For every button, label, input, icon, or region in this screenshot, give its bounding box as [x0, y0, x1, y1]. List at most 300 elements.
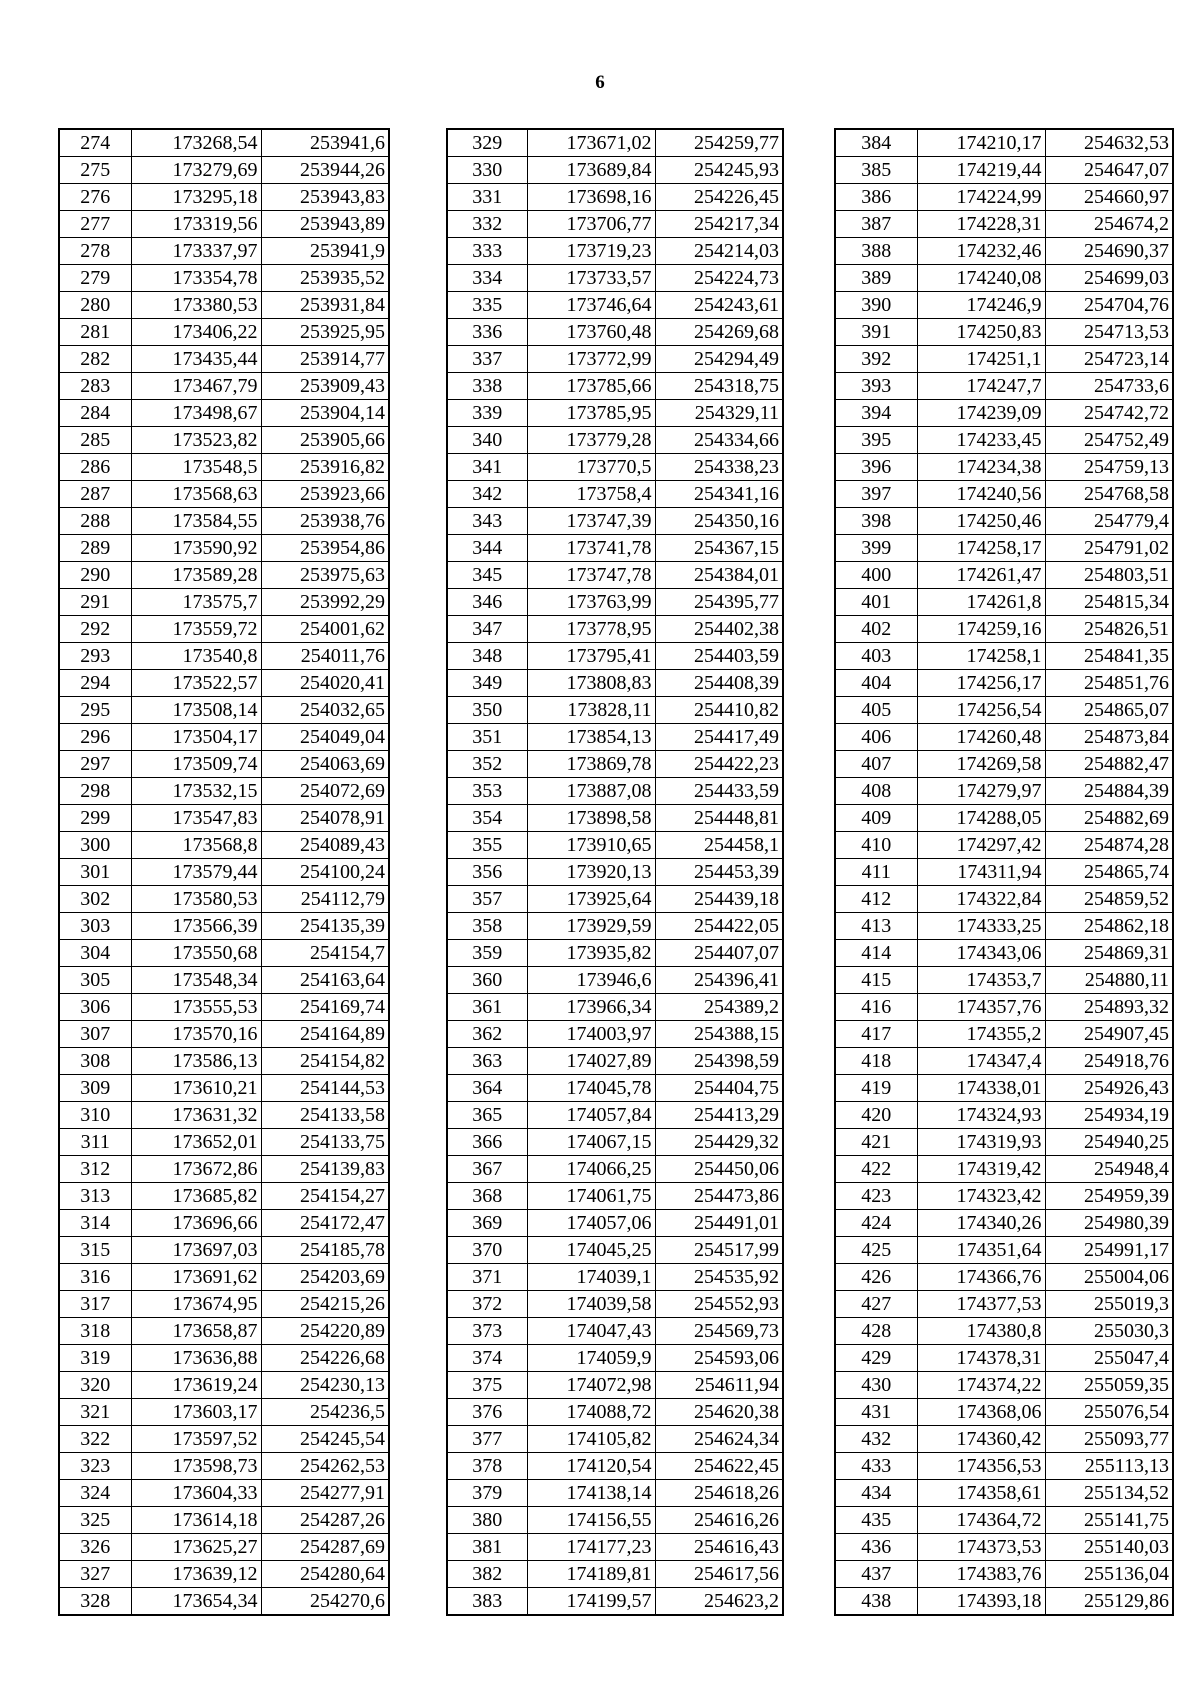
- x-coordinate-cell: 174156,55: [527, 1507, 655, 1534]
- y-coordinate-cell: 254674,2: [1045, 211, 1173, 238]
- x-coordinate-cell: 174047,43: [527, 1318, 655, 1345]
- table-row: [835, 1345, 1173, 1372]
- y-coordinate-cell: 255076,54: [1045, 1399, 1173, 1426]
- table-row: [59, 994, 389, 1021]
- x-coordinate-cell: 173610,21: [131, 1075, 261, 1102]
- y-coordinate-cell: 254112,79: [261, 886, 389, 913]
- table-row: [447, 751, 783, 778]
- y-coordinate-cell: 253909,43: [261, 373, 389, 400]
- y-coordinate-cell: 255141,75: [1045, 1507, 1173, 1534]
- table-row: [835, 751, 1173, 778]
- table-row: [59, 859, 389, 886]
- table-row: [447, 967, 783, 994]
- x-coordinate-cell: 174027,89: [527, 1048, 655, 1075]
- y-coordinate-cell: 255004,06: [1045, 1264, 1173, 1291]
- x-coordinate-cell: 173580,53: [131, 886, 261, 913]
- x-coordinate-cell: 173733,57: [527, 265, 655, 292]
- point-number-cell: 297: [59, 751, 131, 778]
- y-coordinate-cell: 254422,23: [655, 751, 783, 778]
- y-coordinate-cell: 254869,31: [1045, 940, 1173, 967]
- point-number-cell: 424: [835, 1210, 917, 1237]
- point-number-cell: 335: [447, 292, 527, 319]
- y-coordinate-cell: 255047,4: [1045, 1345, 1173, 1372]
- y-coordinate-cell: 254001,62: [261, 616, 389, 643]
- table-row: [835, 1372, 1173, 1399]
- y-coordinate-cell: 255136,04: [1045, 1561, 1173, 1588]
- x-coordinate-cell: 174377,53: [917, 1291, 1045, 1318]
- y-coordinate-cell: 254154,7: [261, 940, 389, 967]
- y-coordinate-cell: 254407,07: [655, 940, 783, 967]
- table-row: [447, 1102, 783, 1129]
- x-coordinate-cell: 173785,66: [527, 373, 655, 400]
- table-row: [447, 1345, 783, 1372]
- table-row: [59, 1237, 389, 1264]
- point-number-cell: 326: [59, 1534, 131, 1561]
- y-coordinate-cell: 254918,76: [1045, 1048, 1173, 1075]
- table-row: [835, 454, 1173, 481]
- point-number-cell: 343: [447, 508, 527, 535]
- y-coordinate-cell: 254395,77: [655, 589, 783, 616]
- table-body: [447, 129, 783, 1615]
- point-number-cell: 302: [59, 886, 131, 913]
- point-number-cell: 327: [59, 1561, 131, 1588]
- x-coordinate-cell: 174343,06: [917, 940, 1045, 967]
- point-number-cell: 406: [835, 724, 917, 751]
- y-coordinate-cell: 254815,34: [1045, 589, 1173, 616]
- y-coordinate-cell: 254245,54: [261, 1426, 389, 1453]
- table-row: [59, 184, 389, 211]
- x-coordinate-cell: 173604,33: [131, 1480, 261, 1507]
- table-row: [447, 805, 783, 832]
- x-coordinate-cell: 173547,83: [131, 805, 261, 832]
- x-coordinate-cell: 174224,99: [917, 184, 1045, 211]
- x-coordinate-cell: 174228,31: [917, 211, 1045, 238]
- x-coordinate-cell: 174380,8: [917, 1318, 1045, 1345]
- x-coordinate-cell: 174356,53: [917, 1453, 1045, 1480]
- y-coordinate-cell: 253941,9: [261, 238, 389, 265]
- point-number-cell: 318: [59, 1318, 131, 1345]
- x-coordinate-cell: 174338,01: [917, 1075, 1045, 1102]
- y-coordinate-cell: 253943,83: [261, 184, 389, 211]
- x-coordinate-cell: 173590,92: [131, 535, 261, 562]
- x-coordinate-cell: 174251,1: [917, 346, 1045, 373]
- point-number-cell: 415: [835, 967, 917, 994]
- x-coordinate-cell: 174240,08: [917, 265, 1045, 292]
- y-coordinate-cell: 254277,91: [261, 1480, 389, 1507]
- point-number-cell: 301: [59, 859, 131, 886]
- table-row: [835, 427, 1173, 454]
- point-number-cell: 408: [835, 778, 917, 805]
- y-coordinate-cell: 254699,03: [1045, 265, 1173, 292]
- y-coordinate-cell: 253944,26: [261, 157, 389, 184]
- point-number-cell: 437: [835, 1561, 917, 1588]
- table-row: [59, 1534, 389, 1561]
- point-number-cell: 413: [835, 913, 917, 940]
- table-row: [835, 1237, 1173, 1264]
- x-coordinate-cell: 173795,41: [527, 643, 655, 670]
- table-row: [447, 1048, 783, 1075]
- x-coordinate-cell: 173772,99: [527, 346, 655, 373]
- point-number-cell: 401: [835, 589, 917, 616]
- table-row: [59, 562, 389, 589]
- x-coordinate-cell: 174240,56: [917, 481, 1045, 508]
- x-coordinate-cell: 173946,6: [527, 967, 655, 994]
- point-number-cell: 384: [835, 129, 917, 157]
- x-coordinate-cell: 173925,64: [527, 886, 655, 913]
- y-coordinate-cell: 254742,72: [1045, 400, 1173, 427]
- y-coordinate-cell: 254618,26: [655, 1480, 783, 1507]
- x-coordinate-cell: 174288,05: [917, 805, 1045, 832]
- table-row: [835, 1156, 1173, 1183]
- point-number-cell: 275: [59, 157, 131, 184]
- y-coordinate-cell: 255019,3: [1045, 1291, 1173, 1318]
- table-row: [59, 157, 389, 184]
- y-coordinate-cell: 254215,26: [261, 1291, 389, 1318]
- table-row: [835, 1210, 1173, 1237]
- y-coordinate-cell: 253935,52: [261, 265, 389, 292]
- point-number-cell: 379: [447, 1480, 527, 1507]
- y-coordinate-cell: 254185,78: [261, 1237, 389, 1264]
- y-coordinate-cell: 254865,07: [1045, 697, 1173, 724]
- table-row: [59, 1372, 389, 1399]
- point-number-cell: 355: [447, 832, 527, 859]
- table-row: [835, 724, 1173, 751]
- point-number-cell: 361: [447, 994, 527, 1021]
- y-coordinate-cell: 254624,34: [655, 1426, 783, 1453]
- y-coordinate-cell: 254882,69: [1045, 805, 1173, 832]
- y-coordinate-cell: 254473,86: [655, 1183, 783, 1210]
- table-row: [59, 1048, 389, 1075]
- point-number-cell: 295: [59, 697, 131, 724]
- table-row: [447, 373, 783, 400]
- point-number-cell: 314: [59, 1210, 131, 1237]
- y-coordinate-cell: 254450,06: [655, 1156, 783, 1183]
- table-row: [835, 400, 1173, 427]
- y-coordinate-cell: 254287,26: [261, 1507, 389, 1534]
- y-coordinate-cell: 254940,25: [1045, 1129, 1173, 1156]
- point-number-cell: 323: [59, 1453, 131, 1480]
- x-coordinate-cell: 174258,1: [917, 643, 1045, 670]
- table-row: [835, 1048, 1173, 1075]
- y-coordinate-cell: 254135,39: [261, 913, 389, 940]
- table-row: [835, 616, 1173, 643]
- x-coordinate-cell: 173778,95: [527, 616, 655, 643]
- y-coordinate-cell: 254259,77: [655, 129, 783, 157]
- y-coordinate-cell: 254413,29: [655, 1102, 783, 1129]
- y-coordinate-cell: 254779,4: [1045, 508, 1173, 535]
- x-coordinate-cell: 174057,06: [527, 1210, 655, 1237]
- x-coordinate-cell: 173685,82: [131, 1183, 261, 1210]
- table-row: [447, 129, 783, 157]
- point-number-cell: 298: [59, 778, 131, 805]
- point-number-cell: 329: [447, 129, 527, 157]
- x-coordinate-cell: 174088,72: [527, 1399, 655, 1426]
- x-coordinate-cell: 174368,06: [917, 1399, 1045, 1426]
- x-coordinate-cell: 173920,13: [527, 859, 655, 886]
- y-coordinate-cell: 254338,23: [655, 454, 783, 481]
- x-coordinate-cell: 173671,02: [527, 129, 655, 157]
- y-coordinate-cell: 254865,74: [1045, 859, 1173, 886]
- table-row: [447, 265, 783, 292]
- table-row: [835, 1318, 1173, 1345]
- x-coordinate-cell: 174258,17: [917, 535, 1045, 562]
- point-number-cell: 352: [447, 751, 527, 778]
- y-coordinate-cell: 254163,64: [261, 967, 389, 994]
- x-coordinate-cell: 173966,34: [527, 994, 655, 1021]
- x-coordinate-cell: 173770,5: [527, 454, 655, 481]
- x-coordinate-cell: 173741,78: [527, 535, 655, 562]
- x-coordinate-cell: 173910,65: [527, 832, 655, 859]
- x-coordinate-cell: 173540,8: [131, 643, 261, 670]
- table-row: [447, 1237, 783, 1264]
- x-coordinate-cell: 173619,24: [131, 1372, 261, 1399]
- y-coordinate-cell: 254089,43: [261, 832, 389, 859]
- table-row: [447, 697, 783, 724]
- table-row: [835, 1075, 1173, 1102]
- point-number-cell: 389: [835, 265, 917, 292]
- table-row: [835, 832, 1173, 859]
- table-row: [59, 1453, 389, 1480]
- y-coordinate-cell: 253931,84: [261, 292, 389, 319]
- x-coordinate-cell: 174269,58: [917, 751, 1045, 778]
- point-number-cell: 351: [447, 724, 527, 751]
- x-coordinate-cell: 173597,52: [131, 1426, 261, 1453]
- x-coordinate-cell: 173319,56: [131, 211, 261, 238]
- table-row: [447, 1183, 783, 1210]
- point-number-cell: 394: [835, 400, 917, 427]
- x-coordinate-cell: 174105,82: [527, 1426, 655, 1453]
- table-row: [447, 535, 783, 562]
- y-coordinate-cell: 254880,11: [1045, 967, 1173, 994]
- y-coordinate-cell: 254169,74: [261, 994, 389, 1021]
- table-row: [59, 400, 389, 427]
- table-row: [59, 1129, 389, 1156]
- y-coordinate-cell: 254280,64: [261, 1561, 389, 1588]
- point-number-cell: 313: [59, 1183, 131, 1210]
- point-number-cell: 412: [835, 886, 917, 913]
- x-coordinate-cell: 173614,18: [131, 1507, 261, 1534]
- table-row: [835, 913, 1173, 940]
- table-row: [59, 967, 389, 994]
- x-coordinate-cell: 173598,73: [131, 1453, 261, 1480]
- table-row: [59, 292, 389, 319]
- y-coordinate-cell: 254948,4: [1045, 1156, 1173, 1183]
- table-row: [835, 129, 1173, 157]
- table-row: [835, 670, 1173, 697]
- point-number-cell: 308: [59, 1048, 131, 1075]
- y-coordinate-cell: 254063,69: [261, 751, 389, 778]
- x-coordinate-cell: 173785,95: [527, 400, 655, 427]
- y-coordinate-cell: 254329,11: [655, 400, 783, 427]
- point-number-cell: 403: [835, 643, 917, 670]
- y-coordinate-cell: 254713,53: [1045, 319, 1173, 346]
- x-coordinate-cell: 173763,99: [527, 589, 655, 616]
- x-coordinate-cell: 174353,7: [917, 967, 1045, 994]
- x-coordinate-cell: 174066,25: [527, 1156, 655, 1183]
- y-coordinate-cell: 254269,68: [655, 319, 783, 346]
- x-coordinate-cell: 174366,76: [917, 1264, 1045, 1291]
- point-number-cell: 289: [59, 535, 131, 562]
- x-coordinate-cell: 174358,61: [917, 1480, 1045, 1507]
- point-number-cell: 400: [835, 562, 917, 589]
- x-coordinate-cell: 174003,97: [527, 1021, 655, 1048]
- point-number-cell: 399: [835, 535, 917, 562]
- y-coordinate-cell: 254214,03: [655, 238, 783, 265]
- table-row: [835, 184, 1173, 211]
- table-row: [835, 1021, 1173, 1048]
- table-row: [59, 589, 389, 616]
- table-row: [447, 940, 783, 967]
- table-row: [835, 940, 1173, 967]
- y-coordinate-cell: 254417,49: [655, 724, 783, 751]
- x-coordinate-cell: 174261,8: [917, 589, 1045, 616]
- point-number-cell: 367: [447, 1156, 527, 1183]
- table-row: [59, 805, 389, 832]
- point-number-cell: 311: [59, 1129, 131, 1156]
- x-coordinate-cell: 174333,25: [917, 913, 1045, 940]
- point-number-cell: 276: [59, 184, 131, 211]
- point-number-cell: 279: [59, 265, 131, 292]
- table-row: [447, 1534, 783, 1561]
- x-coordinate-cell: 173584,55: [131, 508, 261, 535]
- point-number-cell: 380: [447, 1507, 527, 1534]
- point-number-cell: 320: [59, 1372, 131, 1399]
- table-row: [59, 238, 389, 265]
- y-coordinate-cell: 254154,27: [261, 1183, 389, 1210]
- point-number-cell: 282: [59, 346, 131, 373]
- x-coordinate-cell: 174067,15: [527, 1129, 655, 1156]
- x-coordinate-cell: 173295,18: [131, 184, 261, 211]
- point-number-cell: 347: [447, 616, 527, 643]
- point-number-cell: 283: [59, 373, 131, 400]
- y-coordinate-cell: 254873,84: [1045, 724, 1173, 751]
- x-coordinate-cell: 174072,98: [527, 1372, 655, 1399]
- x-coordinate-cell: 174311,94: [917, 859, 1045, 886]
- x-coordinate-cell: 173435,44: [131, 346, 261, 373]
- x-coordinate-cell: 174319,93: [917, 1129, 1045, 1156]
- point-number-cell: 368: [447, 1183, 527, 1210]
- table-row: [59, 1399, 389, 1426]
- point-number-cell: 438: [835, 1588, 917, 1616]
- y-coordinate-cell: 254453,39: [655, 859, 783, 886]
- table-row: [59, 1588, 389, 1616]
- y-coordinate-cell: 254980,39: [1045, 1210, 1173, 1237]
- x-coordinate-cell: 173674,95: [131, 1291, 261, 1318]
- table-row: [447, 1453, 783, 1480]
- point-number-cell: 375: [447, 1372, 527, 1399]
- y-coordinate-cell: 254072,69: [261, 778, 389, 805]
- x-coordinate-cell: 174232,46: [917, 238, 1045, 265]
- x-coordinate-cell: 173691,62: [131, 1264, 261, 1291]
- table-row: [447, 319, 783, 346]
- x-coordinate-cell: 174378,31: [917, 1345, 1045, 1372]
- point-number-cell: 385: [835, 157, 917, 184]
- y-coordinate-cell: 254318,75: [655, 373, 783, 400]
- y-coordinate-cell: 254623,2: [655, 1588, 783, 1616]
- x-coordinate-cell: 173522,57: [131, 670, 261, 697]
- table-row: [59, 535, 389, 562]
- table-row: [59, 1075, 389, 1102]
- table-row: [835, 1588, 1173, 1616]
- point-number-cell: 371: [447, 1264, 527, 1291]
- x-coordinate-cell: 173746,64: [527, 292, 655, 319]
- point-number-cell: 411: [835, 859, 917, 886]
- y-coordinate-cell: 253954,86: [261, 535, 389, 562]
- table-row: [447, 481, 783, 508]
- y-coordinate-cell: 254154,82: [261, 1048, 389, 1075]
- table-row: [447, 832, 783, 859]
- x-coordinate-cell: 173697,03: [131, 1237, 261, 1264]
- x-coordinate-cell: 173498,67: [131, 400, 261, 427]
- x-coordinate-cell: 174039,1: [527, 1264, 655, 1291]
- y-coordinate-cell: 254791,02: [1045, 535, 1173, 562]
- table-row: [835, 481, 1173, 508]
- point-number-cell: 420: [835, 1102, 917, 1129]
- point-number-cell: 305: [59, 967, 131, 994]
- y-coordinate-cell: 254759,13: [1045, 454, 1173, 481]
- table-row: [835, 265, 1173, 292]
- y-coordinate-cell: 253975,63: [261, 562, 389, 589]
- table-row: [59, 1210, 389, 1237]
- point-number-cell: 325: [59, 1507, 131, 1534]
- y-coordinate-cell: 254616,43: [655, 1534, 783, 1561]
- table-row: [59, 1183, 389, 1210]
- y-coordinate-cell: 253923,66: [261, 481, 389, 508]
- y-coordinate-cell: 254402,38: [655, 616, 783, 643]
- x-coordinate-cell: 173631,32: [131, 1102, 261, 1129]
- table-row: [835, 292, 1173, 319]
- y-coordinate-cell: 254660,97: [1045, 184, 1173, 211]
- point-number-cell: 348: [447, 643, 527, 670]
- table-row: [835, 994, 1173, 1021]
- point-number-cell: 293: [59, 643, 131, 670]
- y-coordinate-cell: 254448,81: [655, 805, 783, 832]
- point-number-cell: 287: [59, 481, 131, 508]
- point-number-cell: 405: [835, 697, 917, 724]
- table-row: [835, 1426, 1173, 1453]
- x-coordinate-cell: 173935,82: [527, 940, 655, 967]
- point-number-cell: 315: [59, 1237, 131, 1264]
- point-number-cell: 286: [59, 454, 131, 481]
- y-coordinate-cell: 255140,03: [1045, 1534, 1173, 1561]
- table-row: [447, 184, 783, 211]
- x-coordinate-cell: 173603,17: [131, 1399, 261, 1426]
- y-coordinate-cell: 254410,82: [655, 697, 783, 724]
- y-coordinate-cell: 253905,66: [261, 427, 389, 454]
- table-row: [835, 589, 1173, 616]
- table-row: [447, 1507, 783, 1534]
- x-coordinate-cell: 174279,97: [917, 778, 1045, 805]
- x-coordinate-cell: 173504,17: [131, 724, 261, 751]
- x-coordinate-cell: 173869,78: [527, 751, 655, 778]
- table-row: [835, 373, 1173, 400]
- table-row: [59, 751, 389, 778]
- table-row: [59, 319, 389, 346]
- y-coordinate-cell: 254552,93: [655, 1291, 783, 1318]
- point-number-cell: 396: [835, 454, 917, 481]
- point-number-cell: 310: [59, 1102, 131, 1129]
- point-number-cell: 426: [835, 1264, 917, 1291]
- x-coordinate-cell: 174393,18: [917, 1588, 1045, 1616]
- table-row: [447, 1480, 783, 1507]
- point-number-cell: 299: [59, 805, 131, 832]
- y-coordinate-cell: 254217,34: [655, 211, 783, 238]
- point-number-cell: 312: [59, 1156, 131, 1183]
- x-coordinate-cell: 173380,53: [131, 292, 261, 319]
- point-number-cell: 370: [447, 1237, 527, 1264]
- table-row: [447, 1588, 783, 1616]
- table-row: [447, 1021, 783, 1048]
